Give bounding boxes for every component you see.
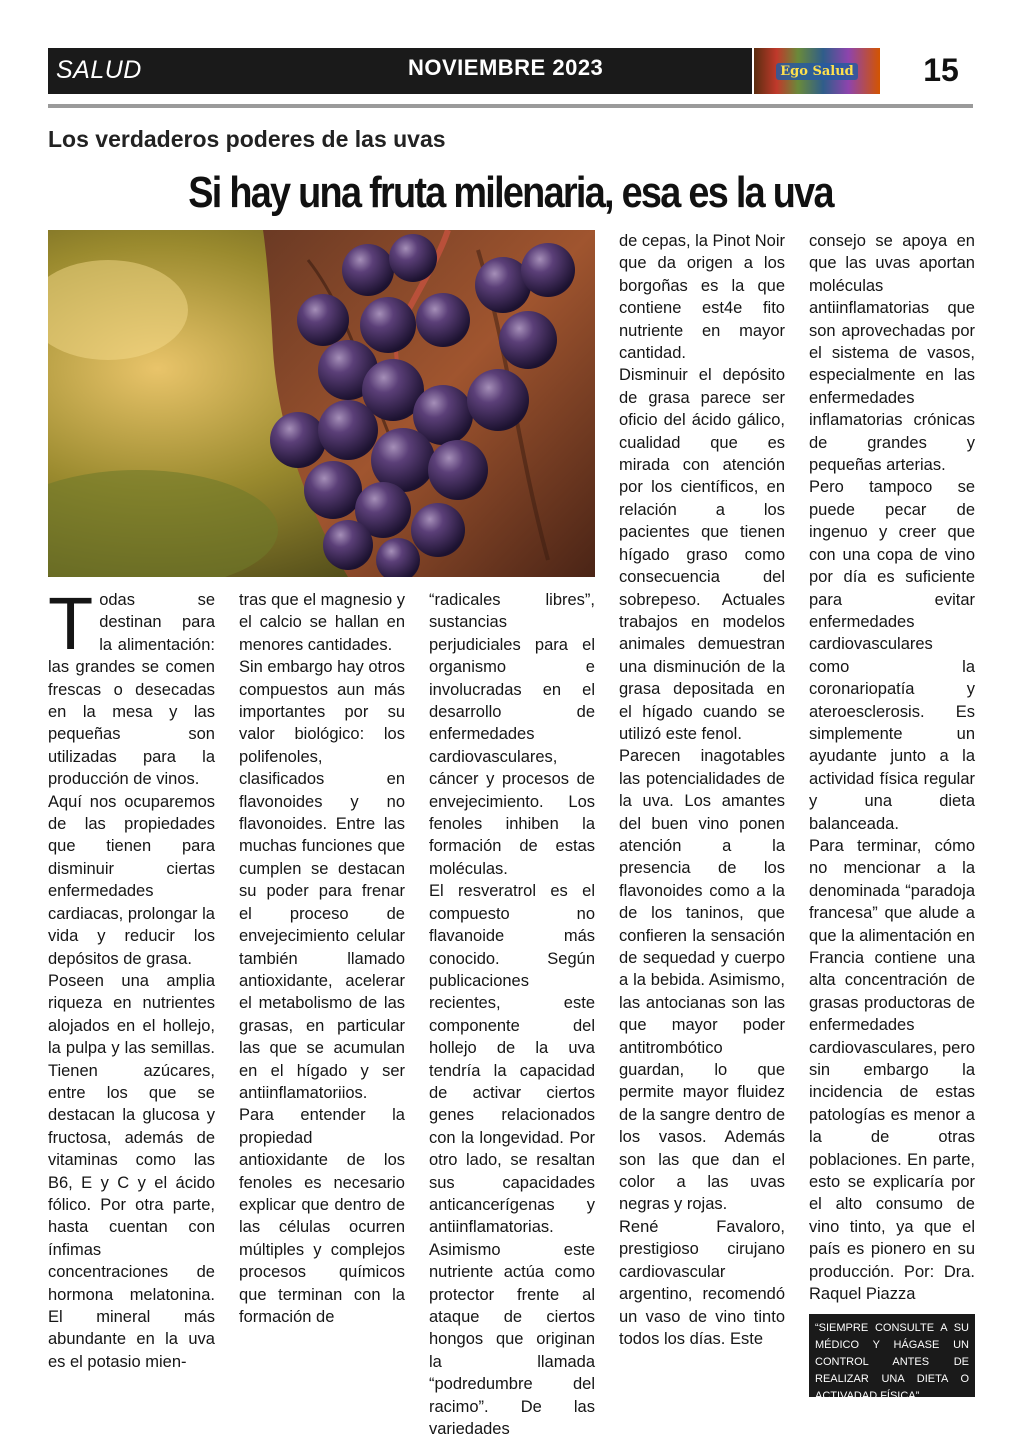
paragraph: Poseen una amplia riqueza en nutrientes alojados en el hollejo, la pulpa y las semillas. Tienen azúcares, entre los que se destacan la glucosa y fructosa, además de vitaminas como las B6, E y C y el ácido fólico. Por otra parte, hasta cuentan con ínfimas concentraciones de hormona melatonina. El mineral más abundante en la uva es el potasio mien- <box>48 971 215 1371</box>
health-advice-callout: “SIEMPRE CONSULTE A SU MÉDICO Y HÁGASE UN CONTROL ANTES DE REALIZAR UNA DIETA O ACTIVADAD FÍSICA” <box>809 1314 975 1397</box>
page-number: 15 <box>923 52 959 88</box>
header-bar <box>48 48 752 94</box>
paragraph: Para terminar, cómo no mencionar a la denominada “paradoja francesa” que alude a que la alimentación en Francia contiene una alta concentración de grasas productoras de enfermedades cardiovasculares, pero sin embargo la incidencia de estas patologías es menor a la de otras poblaciones. En parte, esto se explicaría por el alto consumo de vino tinto, ya que el país es pionero en su producción. Por: Dra. Raquel Piazza <box>809 836 975 1304</box>
paragraph: tras que el magnesio y el calcio se hallan en menores cantidades. <box>239 591 406 654</box>
grapes-photo <box>48 230 595 577</box>
paragraph: Aquí nos ocuparemos de las propiedades que tienen para disminuir ciertas enfermedades cardiacas, prolongar la vida y reducir los depósitos de grasa. <box>48 792 215 968</box>
article-headline: Si hay una fruta milenaria, esa es la uva <box>188 168 833 217</box>
paragraph: René Favaloro, prestigioso cirujano cardiovascular argentino, recomendó un vaso de vino tinto todos los días. Este <box>619 1217 785 1348</box>
paragraph: Parecen inagotables las potencialidades de la uva. Los amantes del buen vino ponen atención a la presencia de los flavonoides como a la de los taninos, que confieren la sensación de sequedad y cuerpo a la bebida. Asimismo, las antocianas son las que mayor poder antitrombótico guardan, lo que permite mayor fluidez de la sangre dentro de los vasos. Además son las que dan el color a las uvas negras y rojas. <box>619 747 785 1214</box>
article-column-4 <box>619 230 785 1350</box>
article-column-1 <box>48 582 215 1373</box>
article-column-2 <box>239 589 405 1328</box>
magazine-logo <box>754 48 880 94</box>
article-kicker: Los verdaderos poderes de las uvas <box>48 126 446 152</box>
paragraph: Para entender la propiedad antioxidante de los fenoles es necesario explicar que dentro de las células ocurren múltiples y complejos procesos químicos que terminan con la formación de <box>239 1106 405 1326</box>
paragraph: Pero tampoco se puede pecar de ingenuo y creer que con una copa de vino por día es suficiente para evitar enfermedades cardiovasculares como la coronariopatía y ateroesclerosis. Es simplemente un ayudante junto a la actividad física regular y una dieta balanceada. <box>809 478 975 833</box>
article-column-5 <box>809 230 975 1306</box>
paragraph: odas se destinan para la alimentación: las grandes se comen frescas o desecadas en la mesa y las pequeñas son utilizadas para la producción de vinos. <box>48 591 215 789</box>
drop-cap: T <box>48 582 94 665</box>
header-divider <box>48 104 973 108</box>
paragraph: consejo se apoya en que las uvas aportan moléculas antiinflamatorias que son aprovechadas por el sistema de vasos, especialmente en las enfermedades inflamatorias crónicas de grandes y pequeñas arterias. <box>809 232 975 475</box>
paragraph: El resveratrol es el compuesto no flavanoide más conocido. Según publicaciones recientes, este componente del hollejo de la uva tendría la capacidad de activar ciertos genes relacionados con la longevidad. Por otro lado, se resaltan sus capacidades anticancerígenas y antiinflamatorias. <box>429 882 595 1237</box>
grapes-illustration <box>48 230 595 577</box>
paragraph: Sin embargo hay otros compuestos aun más importantes por su valor biológico: los polifenoles, clasificados en flavonoides y no flavonoides. Entre las muchas funciones que cumplen se destacan su poder para frenar el proceso de envejecimiento celular también llamado antioxidante, acelerar el metabolismo de las grasas, en particular las que se acumulan en el hígado y ser antiinflamatoriios. <box>239 658 406 1102</box>
issue-date: NOVIEMBRE 2023 <box>408 55 604 80</box>
logo-text: Ego Salud <box>776 63 858 80</box>
paragraph: Disminuir el depósito de grasa parece ser oficio del ácido gálico, cualidad que es mirada con atención por los científicos, en relación a los pacientes que tienen hígado graso como consecuencia del sobrepeso. Actuales trabajos en modelos animales demuestran una disminución de la grasa depositada en el hígado cuando se utilizó este fenol. <box>619 366 785 743</box>
section-label: SALUD <box>56 56 142 84</box>
paragraph: de cepas, la Pinot Noir que da origen a los borgoñas es la que contiene est4e fito nutriente en mayor cantidad. <box>619 232 786 363</box>
paragraph: “radicales libres”, sustancias perjudiciales para el organismo e involucradas en el desarrollo de enfermedades cardiovasculares, cáncer y procesos de envejecimiento. Los fenoles inhiben la formación de estas moléculas. <box>429 591 595 878</box>
paragraph: Asimismo este nutriente actúa como protector frente al ataque de ciertos hongos que originan la llamada “podredumbre del racimo”. De las variedades <box>429 1240 595 1439</box>
article-column-3 <box>429 589 595 1440</box>
